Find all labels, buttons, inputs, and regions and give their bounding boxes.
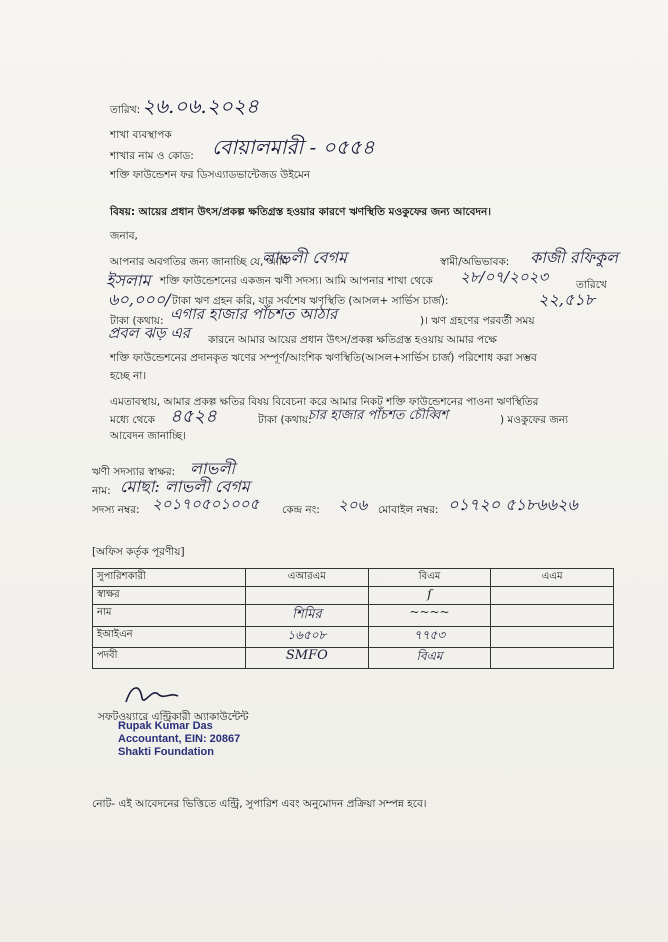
cell [491, 587, 614, 605]
member-name: মোছা: লাভলী বেগম [120, 477, 250, 496]
para1-line1a: আপনার অবগতির জন্য জানাচ্ছি যে, আমি [110, 256, 288, 268]
member-signature: লাভলী [190, 459, 235, 478]
software-entry-label: সফটওয়্যারে এন্ট্রিকারী অ্যাকাউন্টেন্ট [98, 711, 249, 723]
para1-line4a: টাকা (কথায়: [110, 315, 164, 327]
member-name-label: নাম: [92, 485, 111, 497]
member-number: ২০১৭০৫০১০০৫ [152, 495, 260, 513]
para1-line2b: তারিখে [576, 279, 607, 291]
header-arm: এআরএম [246, 569, 369, 587]
row-label-ein: ইআইএন [93, 627, 246, 648]
accountant-signature [122, 680, 182, 710]
waive-in-words: চার হাজার পাঁচশত চৌব্বিশ [308, 408, 449, 423]
office-section-title: [অফিস কর্তৃক পূরণীয়] [92, 546, 185, 558]
damage-cause: প্রবল ঝড় এর [108, 324, 190, 342]
para2-line2c: ) মওকুফের জন্য [500, 414, 569, 426]
salutation: জনাব, [110, 230, 138, 242]
center-number: ২০৬ [338, 496, 368, 514]
stamp-name: Rupak Kumar Das [118, 720, 213, 732]
org-name: শক্তি ফাউন্ডেশন ফর ডিসএ্যাডভান্টেজড উইমেন [110, 169, 311, 181]
stamp-org: Shakti Foundation [118, 746, 214, 758]
cell-value: ১৬৫০৮ [287, 628, 327, 642]
balance-in-words: এগার হাজার পাঁচশত আঠার [170, 305, 338, 323]
subject: বিষয়: আয়ের প্রধান উৎস/প্রকল্প ক্ষতিগ্রস্ত হওয়ার কারণে ঋণস্থিতি মওকুফের জন্য আবেদন। [110, 206, 492, 218]
footer-note: নোট- এই আবেদনের ভিত্তিতে এন্ট্রি, সুপারিশ এবং অনুমোদন প্রক্রিয়া সম্পন্ন হবে। [92, 798, 427, 810]
para1-line1b: স্বামী/অভিভাবক: [440, 256, 510, 268]
office-table [92, 568, 614, 669]
para1-line6: শক্তি ফাউন্ডেশনের প্রদানকৃত ঋণের সম্পূর্ণ/আংশিক ঋণস্থিতি(আসল+সার্ভিস চার্জ) পরিশোধ করা সম্ভব [110, 352, 537, 364]
branch-label: শাখার নাম ও কোড: [110, 150, 194, 162]
loan-amount: ৬০,০০০/ [108, 290, 171, 309]
member-signature-label: ঋণী সদস্যার স্বাক্ষর: [92, 466, 176, 478]
bm-name-scribble: ~~~~ [409, 605, 450, 619]
row-label-name: নাম [93, 605, 246, 627]
table-header-row [93, 569, 614, 587]
table-row [93, 605, 614, 627]
header-am: এএম [491, 569, 614, 587]
cell [491, 627, 614, 648]
para1-line5: কারনে আমার আয়ের প্রধান উৎস/প্রকল্প ক্ষতিগ্রস্ত হওয়ায় আমার পক্ষে [208, 334, 497, 346]
table-row [93, 587, 614, 605]
guardian-name-2: ইসলাম [106, 271, 151, 290]
cell [368, 648, 491, 669]
table-row [93, 627, 614, 648]
addressee-title: শাখা ব্যবস্থাপক [110, 129, 172, 141]
cell [491, 648, 614, 669]
para2-line2b: টাকা (কথায়: [258, 414, 312, 426]
waive-amount: ৪৫২৪ [170, 406, 217, 427]
para2-line3: আবেদন জানাচ্ছি। [110, 430, 186, 442]
header-recommender: সুপারিশকারী [93, 569, 246, 587]
bm-signature-mark: ſ [427, 587, 432, 601]
date-value: ২৬.০৬.২০২৪ [142, 94, 259, 118]
cell [491, 605, 614, 627]
cell-value: ৭৭৫৩ [413, 628, 446, 642]
cell-value: শিমির [292, 607, 322, 622]
cell [246, 648, 369, 669]
para1-line3: টাকা ঋণ গ্রহন করি, যার সর্বশেষ ঋণস্থিতি (আসল+ সার্ভিস চার্জ): [172, 295, 449, 307]
loan-balance: ২২,৫১৮ [538, 290, 596, 309]
mobile-label: মোবাইল নম্বর: [378, 504, 439, 516]
cell [246, 627, 369, 648]
para1-line4b: )। ঋণ গ্রহণের পরবর্তী সময় [420, 315, 535, 327]
table-row [93, 648, 614, 669]
cell-value: SMFO [285, 648, 328, 663]
cell-value: বিএম [416, 649, 443, 663]
para2-line2a: মধ্যে থেকে [110, 414, 155, 426]
cell [246, 587, 369, 605]
branch-value: বোয়ালমারী - ০৫৫৪ [212, 135, 375, 159]
loan-date: ২৮/০৭/২০২৩ [460, 268, 549, 286]
cell [368, 587, 491, 605]
date-label: তারিখ: [110, 104, 141, 116]
cell [246, 605, 369, 627]
row-label-signature: স্বাক্ষর [93, 587, 246, 605]
cell [368, 605, 491, 627]
member-number-label: সদস্য নম্বর: [92, 504, 140, 516]
para2-line1: এমতাবস্থায়, আমার প্রকল্প ক্ষতির বিষয় বিবেচনা করে আমার নিকট শক্তি ফাউন্ডেশনের পাওনা ঋণস্থিতির [110, 396, 539, 408]
para1-line2: শক্তি ফাউন্ডেশনের একজন ঋণী সদস্য। আমি আপনার শাখা থেকে [160, 275, 433, 287]
stamp-ein: Accountant, EIN: 20867 [118, 733, 241, 745]
header-bm: বিএম [368, 569, 491, 587]
accountant-stamp [118, 720, 240, 759]
guardian-name: কাজী রফিকুল [530, 248, 618, 267]
para1-line7: হচ্ছে না। [110, 370, 147, 382]
applicant-name: লাভলী বেগম [262, 248, 347, 267]
mobile-number: ০১৭২০ ৫১৮৬৬২৬ [448, 495, 578, 514]
center-label: কেন্দ্র নং: [282, 504, 320, 516]
cell [368, 627, 491, 648]
row-label-designation: পদবী [93, 648, 246, 669]
